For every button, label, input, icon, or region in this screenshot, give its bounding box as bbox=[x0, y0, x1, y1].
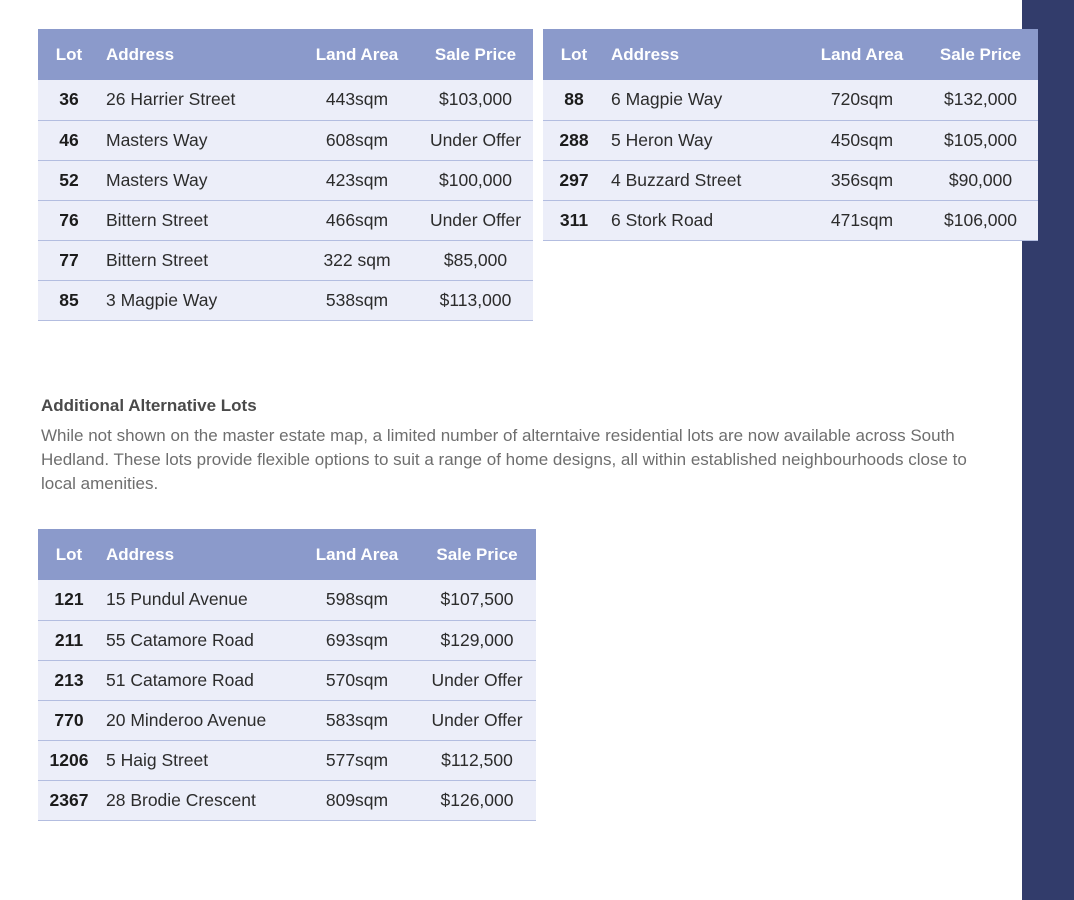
lot-sale-price: $100,000 bbox=[439, 169, 512, 190]
table-header-row bbox=[38, 529, 536, 580]
lot-number: 121 bbox=[54, 589, 84, 610]
table-row bbox=[38, 160, 533, 200]
lot-number: 1206 bbox=[49, 749, 89, 770]
table-row bbox=[38, 200, 533, 240]
lot-sale-price: Under Offer bbox=[429, 209, 522, 230]
section-description: While not shown on the master estate map, a limited number of alterntaive residential lots are now available across South Hedland. These lots provide flexible options to suit a range of home designs, all within established neighbourhoods close to local amenities. bbox=[41, 426, 967, 493]
table-row bbox=[38, 780, 536, 820]
lot-land-area: 471sqm bbox=[830, 209, 894, 230]
lot-address: Bittern Street bbox=[106, 249, 209, 270]
lot-address: 6 Magpie Way bbox=[611, 89, 723, 110]
lot-number: 2367 bbox=[49, 789, 89, 810]
lot-address: Masters Way bbox=[106, 129, 208, 150]
lot-number: 52 bbox=[59, 169, 79, 190]
lot-address: 26 Harrier Street bbox=[106, 89, 236, 110]
lot-address: 55 Catamore Road bbox=[106, 629, 254, 650]
alternative-lots-table bbox=[38, 529, 536, 821]
lot-sale-price: $129,000 bbox=[440, 629, 514, 650]
lot-number: 76 bbox=[59, 209, 79, 230]
table-row bbox=[38, 740, 536, 780]
header-lot: Lot bbox=[560, 44, 588, 64]
table-header-row bbox=[543, 29, 1038, 80]
lot-address: 5 Haig Street bbox=[106, 749, 209, 770]
lot-land-area: 356sqm bbox=[830, 169, 894, 190]
lot-sale-price: $107,500 bbox=[440, 589, 514, 610]
lot-land-area: 423sqm bbox=[325, 169, 389, 190]
lots-table-secondary bbox=[543, 29, 1038, 241]
lot-address: 3 Magpie Way bbox=[106, 289, 218, 310]
lot-address: 4 Buzzard Street bbox=[611, 169, 742, 190]
lot-address: 51 Catamore Road bbox=[106, 669, 254, 690]
lot-sale-price: Under Offer bbox=[429, 129, 522, 150]
lot-land-area: 583sqm bbox=[325, 709, 389, 730]
lot-land-area: 720sqm bbox=[830, 89, 894, 110]
header-sale-price: Sale Price bbox=[434, 44, 517, 64]
lot-sale-price: $132,000 bbox=[944, 89, 1017, 110]
lot-number: 36 bbox=[59, 89, 79, 110]
header-address: Address bbox=[106, 544, 175, 564]
lot-sale-price: $85,000 bbox=[443, 249, 508, 270]
lot-address: Masters Way bbox=[106, 169, 208, 190]
header-sale-price: Sale Price bbox=[436, 544, 518, 564]
lot-number: 288 bbox=[559, 129, 589, 150]
lot-land-area: 809sqm bbox=[325, 789, 389, 810]
table-header-row bbox=[38, 29, 533, 80]
lot-address: 20 Minderoo Avenue bbox=[106, 709, 267, 730]
lot-sale-price: $106,000 bbox=[944, 209, 1017, 230]
header-land-area: Land Area bbox=[315, 44, 399, 64]
lot-land-area: 466sqm bbox=[325, 209, 389, 230]
table-row bbox=[543, 120, 1038, 160]
additional-lots-section bbox=[41, 396, 981, 496]
lot-address: 28 Brodie Crescent bbox=[106, 789, 256, 810]
table-row bbox=[38, 120, 533, 160]
section-heading: Additional Alternative Lots bbox=[41, 396, 257, 415]
lot-address: Bittern Street bbox=[106, 209, 209, 230]
lot-number: 211 bbox=[54, 629, 84, 650]
lot-land-area: 570sqm bbox=[325, 669, 389, 690]
table-row bbox=[543, 160, 1038, 200]
lot-number: 77 bbox=[59, 249, 79, 270]
lot-sale-price: $112,500 bbox=[441, 749, 513, 770]
lot-address: 15 Pundul Avenue bbox=[106, 589, 248, 610]
header-lot: Lot bbox=[55, 544, 83, 564]
lot-land-area: 577sqm bbox=[325, 749, 389, 770]
lots-table-primary bbox=[38, 29, 533, 321]
lot-land-area: 443sqm bbox=[325, 89, 389, 110]
table-row bbox=[38, 660, 536, 700]
lot-sale-price: $90,000 bbox=[948, 169, 1013, 190]
lot-land-area: 450sqm bbox=[830, 129, 894, 150]
lot-sale-price: Under Offer bbox=[431, 669, 523, 690]
lot-sale-price: $105,000 bbox=[944, 129, 1017, 150]
table-row bbox=[38, 80, 533, 120]
lot-address: 6 Stork Road bbox=[611, 209, 714, 230]
lot-land-area: 538sqm bbox=[325, 289, 389, 310]
lot-number: 85 bbox=[59, 289, 79, 310]
lot-land-area: 598sqm bbox=[325, 589, 389, 610]
header-address: Address bbox=[106, 44, 175, 64]
table-row bbox=[38, 280, 533, 320]
lot-sale-price: $113,000 bbox=[439, 289, 512, 310]
table-row bbox=[543, 200, 1038, 240]
lot-number: 311 bbox=[559, 209, 589, 230]
table-row bbox=[38, 240, 533, 280]
header-sale-price: Sale Price bbox=[939, 44, 1022, 64]
header-land-area: Land Area bbox=[315, 544, 399, 564]
lot-sale-price: $126,000 bbox=[440, 789, 514, 810]
lot-land-area: 608sqm bbox=[325, 129, 389, 150]
header-lot: Lot bbox=[55, 44, 83, 64]
lot-address: 5 Heron Way bbox=[611, 129, 713, 150]
lot-number: 46 bbox=[59, 129, 79, 150]
header-land-area: Land Area bbox=[820, 44, 904, 64]
table-row bbox=[543, 80, 1038, 120]
lot-number: 297 bbox=[559, 169, 589, 190]
table-row bbox=[38, 620, 536, 660]
lot-land-area: 322 sqm bbox=[323, 249, 391, 270]
header-address: Address bbox=[611, 44, 680, 64]
lot-number: 770 bbox=[54, 709, 84, 730]
lot-land-area: 693sqm bbox=[325, 629, 389, 650]
lot-sale-price: $103,000 bbox=[439, 89, 512, 110]
table-row bbox=[38, 580, 536, 620]
lot-sale-price: Under Offer bbox=[431, 709, 523, 730]
lot-number: 88 bbox=[564, 89, 584, 110]
lot-number: 213 bbox=[54, 669, 84, 690]
table-row bbox=[38, 700, 536, 740]
